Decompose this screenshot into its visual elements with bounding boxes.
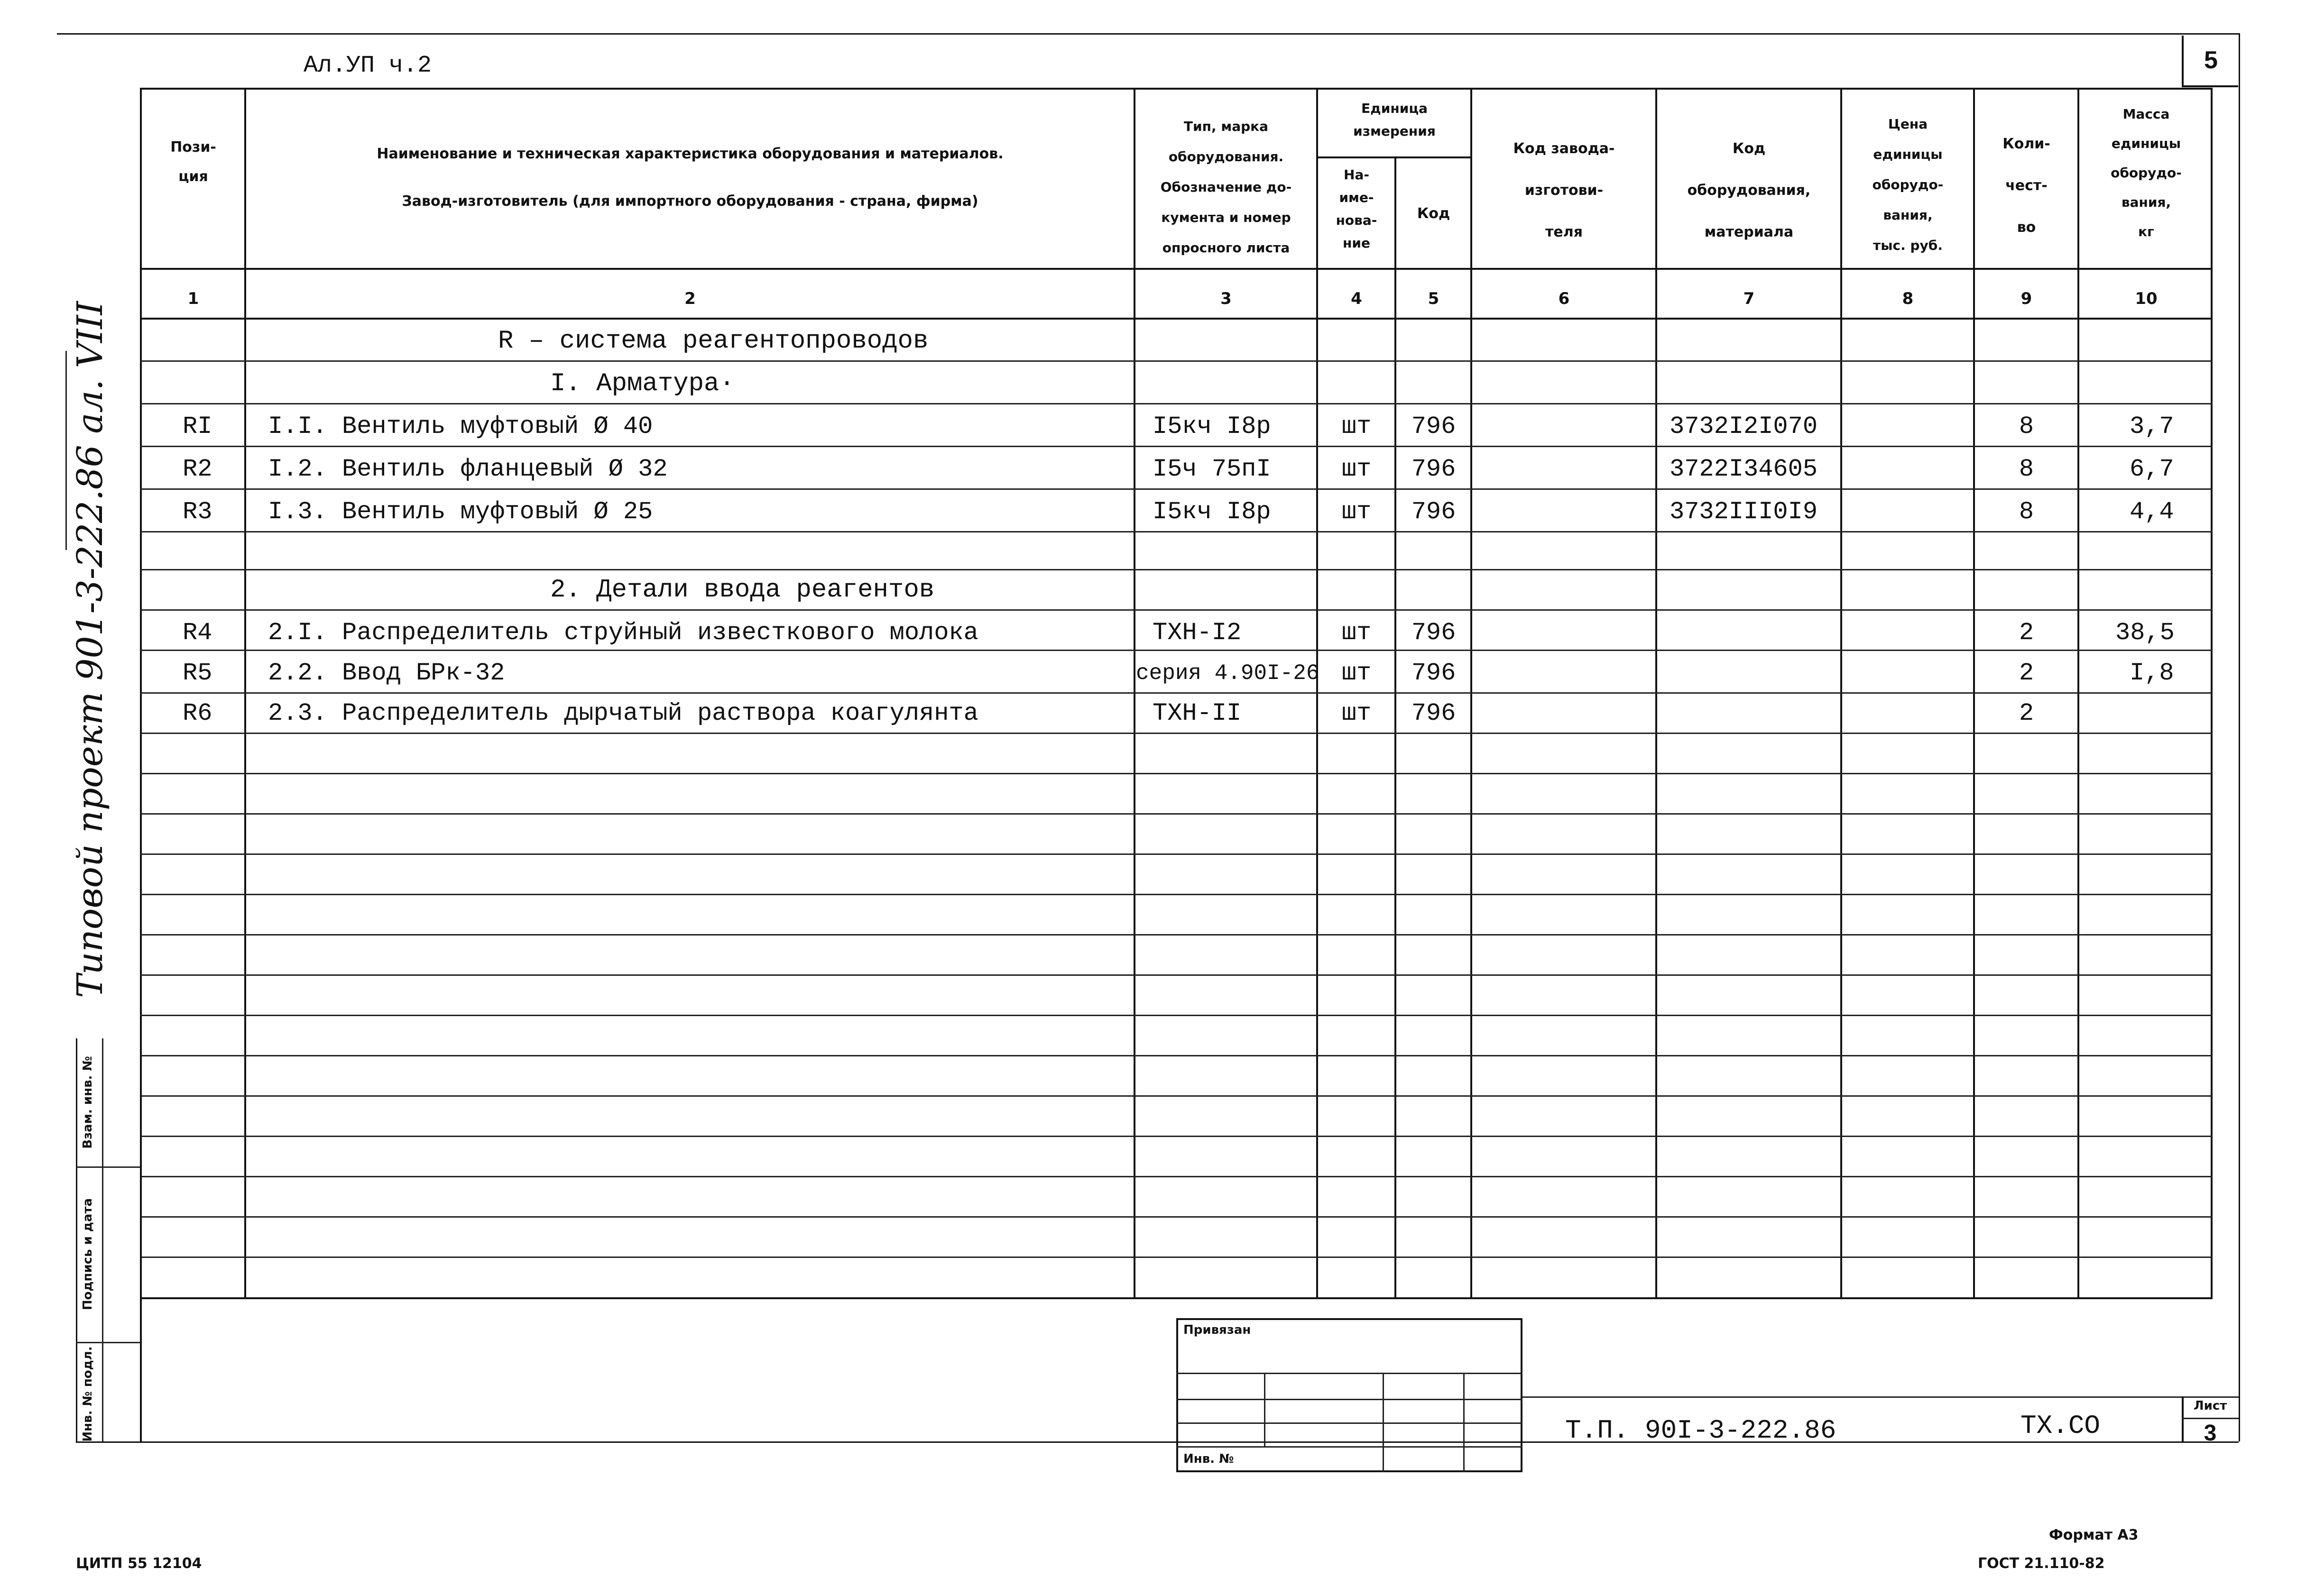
header-bottom-line bbox=[140, 268, 2213, 270]
row-line bbox=[140, 894, 2213, 895]
row-type: ТХН-I2 bbox=[1153, 619, 1242, 647]
inv-number-label: Инв. № bbox=[1183, 1452, 1234, 1466]
row-unit-code: 796 bbox=[1411, 659, 1456, 687]
row-name: I.I. Вентиль муфтовый Ø 40 bbox=[268, 413, 653, 440]
footer-printer: ЦИТП 55 12104 bbox=[76, 1555, 202, 1572]
row-type: I5кч I8р bbox=[1153, 498, 1271, 526]
col-number: 7 bbox=[1743, 289, 1755, 308]
col-number: 1 bbox=[187, 289, 199, 308]
header-note: Ал.УП ч.2 bbox=[304, 52, 432, 79]
privyazan-block bbox=[1176, 1318, 1522, 1472]
privyazan-row bbox=[1176, 1373, 1522, 1374]
row-unit: шт bbox=[1341, 455, 1372, 483]
privyazan-label: Привязан bbox=[1183, 1323, 1251, 1337]
title-block-line bbox=[1522, 1396, 2239, 1398]
row-line bbox=[140, 1015, 2213, 1016]
col-header-mass: Масса единицы оборудо- вания, кг bbox=[2111, 106, 2182, 239]
col-number: 5 bbox=[1428, 289, 1439, 308]
side-stamp-vzam: Взам. инв. № bbox=[81, 1056, 95, 1149]
privyazan-row bbox=[1176, 1422, 1522, 1424]
row-line bbox=[140, 773, 2213, 774]
row-line bbox=[140, 403, 2213, 404]
frame-right bbox=[2239, 33, 2240, 1441]
row-equipment-code: 3722I34605 bbox=[1670, 455, 1818, 483]
col-number: 8 bbox=[1902, 289, 1914, 308]
col-header-type: Тип, марка оборудования. Обозначение до- кумента и номер опросного листа bbox=[1160, 119, 1292, 256]
row-mass: I,8 bbox=[2130, 659, 2174, 687]
privyazan-col bbox=[1264, 1373, 1265, 1446]
row-type: серия 4.90I-26 bbox=[1136, 661, 1319, 686]
side-stamp-inv-podl: Инв. № подл. bbox=[81, 1346, 95, 1442]
row-line bbox=[140, 974, 2213, 976]
col-header-unit-name: На- име- нова- ние bbox=[1336, 167, 1377, 251]
row-position: R3 bbox=[183, 498, 212, 526]
row-mass: 38,5 bbox=[2115, 619, 2175, 647]
row-unit: шт bbox=[1341, 498, 1372, 526]
row-unit: шт bbox=[1341, 659, 1372, 687]
row-unit-code: 796 bbox=[1411, 619, 1456, 647]
row-position: R2 bbox=[183, 455, 212, 483]
row-type: I5ч 75пI bbox=[1153, 455, 1271, 483]
row-line bbox=[140, 1095, 2213, 1097]
row-unit: шт bbox=[1341, 699, 1372, 727]
row-quantity: 8 bbox=[2019, 413, 2034, 440]
row-unit-code: 796 bbox=[1411, 413, 1456, 440]
row-position: R4 bbox=[183, 619, 212, 647]
row-line bbox=[140, 531, 2213, 532]
row-line bbox=[140, 1216, 2213, 1218]
row-name: I.3. Вентиль муфтовый Ø 25 bbox=[268, 498, 653, 526]
row-name: I.2. Вентиль фланцевый Ø 32 bbox=[268, 455, 668, 483]
list-cell-divider bbox=[2182, 1418, 2239, 1419]
row-line bbox=[140, 1176, 2213, 1177]
row-unit-code: 796 bbox=[1411, 699, 1456, 727]
row-quantity: 8 bbox=[2019, 498, 2034, 526]
unit-group-line bbox=[1316, 156, 1470, 158]
vertical-note-rule bbox=[65, 351, 67, 550]
section-armature-title: I. Арматура· bbox=[550, 369, 735, 398]
row-line bbox=[140, 446, 2213, 447]
col-header-unit-code: Код bbox=[1417, 205, 1450, 222]
col-header-name: Наименование и техническая характеристика оборудования и материалов. Завод-изготовитель (для импортного оборудования - страна, фирма) bbox=[377, 146, 1004, 210]
row-unit: шт bbox=[1341, 413, 1372, 440]
row-mass: 6,7 bbox=[2130, 455, 2174, 483]
col-header-quantity: Коли- чест- во bbox=[2002, 136, 2050, 236]
row-equipment-code: 3732I2I070 bbox=[1670, 413, 1818, 440]
col-header-position: Пози- ция bbox=[170, 139, 216, 185]
row-line bbox=[140, 1257, 2213, 1258]
row-line bbox=[140, 488, 2213, 490]
row-line bbox=[140, 569, 2213, 570]
row-quantity: 2 bbox=[2019, 699, 2034, 727]
col-header-maker-code: Код завода- изготови- теля bbox=[1513, 140, 1615, 240]
col-number: 4 bbox=[1351, 289, 1362, 308]
row-line bbox=[140, 853, 2213, 855]
side-stamp-podpis: Подпись и дата bbox=[81, 1198, 95, 1311]
row-equipment-code: 3732III0I9 bbox=[1670, 498, 1818, 526]
col-number: 6 bbox=[1558, 289, 1570, 308]
row-type: I5кч I8р bbox=[1153, 413, 1271, 440]
row-position: R6 bbox=[183, 699, 212, 727]
row-unit: шт bbox=[1341, 619, 1372, 647]
row-line bbox=[140, 733, 2213, 734]
corner-page-number: 5 bbox=[2182, 36, 2238, 87]
row-mass: 4,4 bbox=[2130, 498, 2174, 526]
vertical-project-note: Типовой проект 901-3-222.86 ал. VIII bbox=[70, 301, 111, 998]
row-name: 2.2. Ввод БРк-32 bbox=[268, 659, 505, 687]
row-line bbox=[140, 1055, 2213, 1056]
row-line bbox=[140, 1136, 2213, 1137]
section-details-title: 2. Детали ввода реагентов bbox=[550, 576, 935, 605]
col-number: 3 bbox=[1220, 289, 1232, 308]
row-mass: 3,7 bbox=[2130, 413, 2174, 440]
row-line bbox=[140, 934, 2213, 936]
list-label: Лист bbox=[2194, 1399, 2227, 1413]
row-line bbox=[140, 692, 2213, 694]
footer-format: Формат А3 bbox=[2049, 1527, 2139, 1543]
row-name: 2.I. Распределитель струйный известкового молока bbox=[268, 619, 978, 647]
frame-bottom bbox=[76, 1441, 2239, 1443]
frame-top bbox=[57, 33, 2239, 35]
row-line bbox=[140, 609, 2213, 611]
row-line bbox=[140, 813, 2213, 815]
row-line bbox=[140, 360, 2213, 362]
col-number: 10 bbox=[2135, 289, 2158, 308]
row-type: ТХН-II bbox=[1153, 699, 1242, 727]
row-name: 2.3. Распределитель дырчатый раствора коагулянта bbox=[268, 699, 978, 727]
row-position: R5 bbox=[183, 659, 212, 687]
section-system-title: R – система реагентопроводов bbox=[498, 327, 929, 356]
list-number: 3 bbox=[2204, 1421, 2217, 1446]
document-code: ТХ.СО bbox=[2020, 1411, 2101, 1441]
privyazan-row bbox=[1176, 1446, 1522, 1448]
footer-gost: ГОСТ 21.110-82 bbox=[1978, 1555, 2105, 1572]
col-header-equipment-code: Код оборудования, материала bbox=[1687, 140, 1811, 240]
col-header-unit-group: Единица измерения bbox=[1353, 101, 1436, 139]
privyazan-col bbox=[1383, 1373, 1384, 1472]
row-quantity: 2 bbox=[2019, 659, 2034, 687]
privyazan-col bbox=[1463, 1373, 1465, 1472]
row-position: RI bbox=[183, 413, 212, 440]
side-stamp-inner-line bbox=[102, 1038, 103, 1441]
col-line-4 bbox=[1394, 156, 1396, 1299]
col-number: 9 bbox=[2020, 289, 2032, 308]
col-number: 2 bbox=[684, 289, 696, 308]
row-unit-code: 796 bbox=[1411, 498, 1456, 526]
row-quantity: 2 bbox=[2019, 619, 2034, 647]
project-code: Т.П. 90I-3-222.86 bbox=[1565, 1415, 1836, 1446]
col-header-price: Цена единицы оборудо- вания, тыс. руб. bbox=[1872, 116, 1944, 253]
privyazan-row bbox=[1176, 1399, 1522, 1400]
row-unit-code: 796 bbox=[1411, 455, 1456, 483]
row-quantity: 8 bbox=[2019, 455, 2034, 483]
